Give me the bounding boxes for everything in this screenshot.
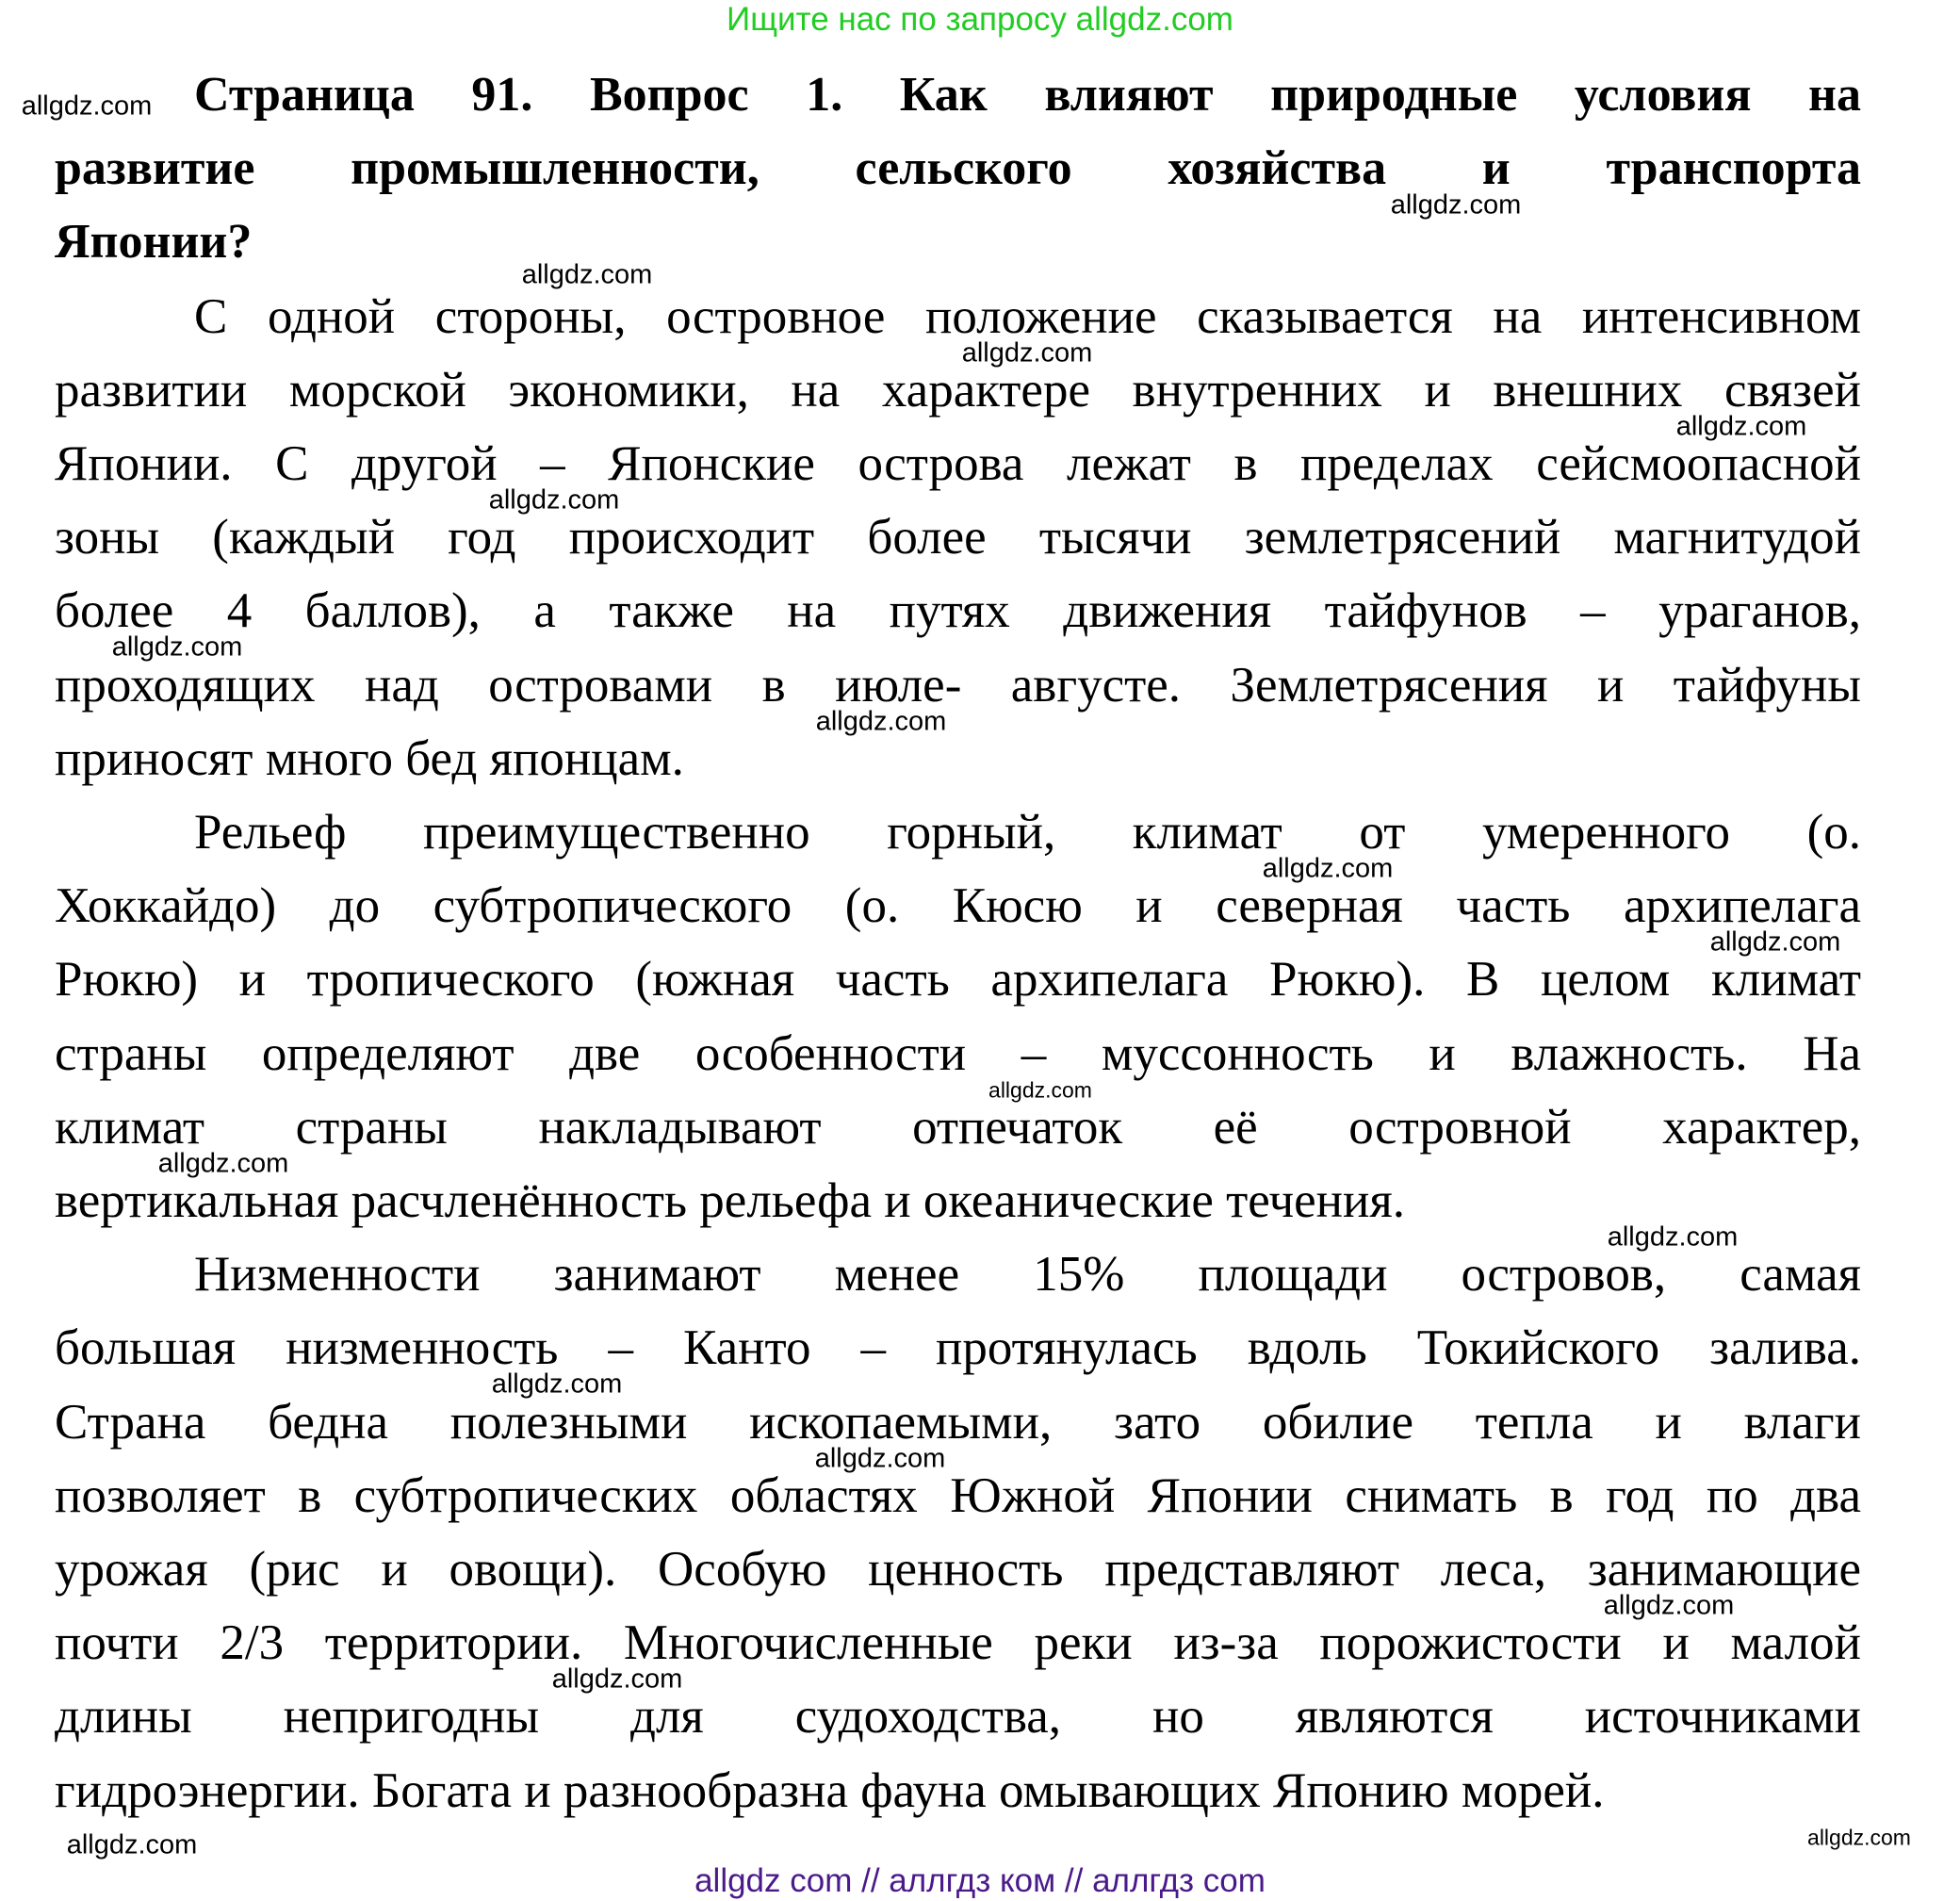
question-title-line: развитие промышленности, сельского хозяйства и транспорта bbox=[55, 141, 1861, 196]
watermark: allgdz.com bbox=[961, 337, 1093, 369]
footer-links[interactable]: allgdz com // аллгдз ком // аллгдз com bbox=[694, 1862, 1266, 1899]
watermark: allgdz.com bbox=[551, 1663, 683, 1695]
question-title-line: Японии? bbox=[55, 215, 253, 270]
answer-text-line: проходящих над островами в июле- августе. Землетрясения и тайфуны bbox=[55, 657, 1861, 713]
answer-text-line: зоны (каждый год происходит более тысячи землетрясений магнитудой bbox=[55, 510, 1861, 565]
answer-text-line: гидроэнергии. Богата и разнообразна фауна омывающих Японию морей. bbox=[55, 1762, 1605, 1818]
answer-text-line: климат страны накладывают отпечаток её островной характер, bbox=[55, 1099, 1861, 1155]
answer-text-line: страны определяют две особенности – муссонность и влажность. На bbox=[55, 1025, 1861, 1081]
search-prompt-banner: Ищите нас по запросу allgdz.com bbox=[727, 1, 1233, 38]
answer-text-line: С одной стороны, островное положение сказывается на интенсивном bbox=[194, 288, 1861, 344]
answer-text-line: Японии. С другой – Японские острова лежат в пределах сейсмоопасной bbox=[55, 436, 1861, 491]
watermark: allgdz.com bbox=[157, 1148, 289, 1179]
answer-text-line: Страна бедна полезными ископаемыми, зато обилие тепла и влаги bbox=[55, 1394, 1861, 1450]
answer-text-line: Рельеф преимущественно горный, климат от умеренного (о. bbox=[194, 805, 1861, 860]
watermark: allgdz.com bbox=[488, 484, 620, 516]
watermark: allgdz.com bbox=[1262, 853, 1394, 884]
answer-text-line: большая низменность – Канто – протянулась вдоль Токийского залива. bbox=[55, 1320, 1861, 1376]
watermark: allgdz.com bbox=[814, 1443, 946, 1474]
answer-text-line: вертикальная расчленённость рельефа и океанические течения. bbox=[55, 1173, 1405, 1228]
watermark: allgdz.com bbox=[1390, 189, 1522, 221]
watermark: allgdz.com bbox=[521, 259, 653, 290]
watermark: allgdz.com bbox=[1709, 926, 1841, 958]
watermark: allgdz.com bbox=[66, 1829, 198, 1860]
watermark: allgdz.com bbox=[1607, 1221, 1739, 1253]
answer-text-line: Рюкю) и тропического (южная часть архипелага Рюкю). В целом климат bbox=[55, 952, 1861, 1008]
answer-text-line: позволяет в субтропических областях Южной Японии снимать в год по два bbox=[55, 1467, 1861, 1523]
answer-text-line: Хоккайдо) до субтропического (о. Кюсю и северная часть архипелага bbox=[55, 878, 1861, 934]
watermark: allgdz.com bbox=[1807, 1825, 1911, 1850]
question-title-line: Страница 91. Вопрос 1. Как влияют природные условия на bbox=[194, 68, 1861, 122]
watermark: allgdz.com bbox=[1603, 1590, 1735, 1621]
watermark: allgdz.com bbox=[815, 706, 947, 737]
answer-text-line: Низменности занимают менее 15% площади островов, самая bbox=[194, 1247, 1861, 1303]
watermark: allgdz.com bbox=[1675, 411, 1807, 442]
watermark: allgdz.com bbox=[491, 1368, 623, 1400]
answer-text-line: приносят много бед японцам. bbox=[55, 730, 684, 786]
answer-text-line: длины непригодны для судоходства, но являются источниками bbox=[55, 1689, 1861, 1745]
watermark: allgdz.com bbox=[988, 1077, 1092, 1103]
watermark: allgdz.com bbox=[111, 631, 243, 663]
answer-text-line: урожая (рис и овощи). Особую ценность представляют леса, занимающие bbox=[55, 1542, 1861, 1597]
answer-text-line: развитии морской экономики, на характере внутренних и внешних связей bbox=[55, 362, 1861, 418]
watermark: allgdz.com bbox=[21, 90, 153, 122]
answer-text-line: почти 2/3 территории. Многочисленные реки из-за порожистости и малой bbox=[55, 1615, 1861, 1671]
answer-text-line: более 4 баллов), а также на путях движения тайфунов – ураганов, bbox=[55, 583, 1861, 639]
